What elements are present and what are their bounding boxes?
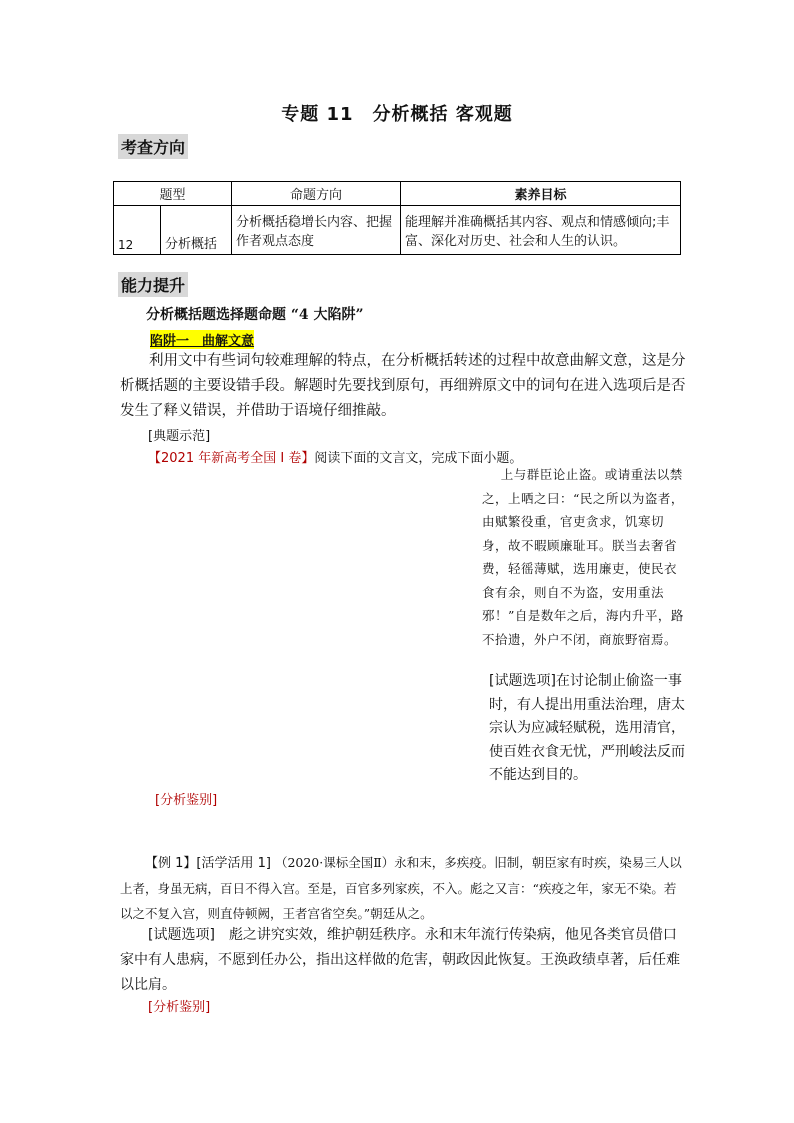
example-option: [试题选项]在讨论制止偷盗一事时，有人提出用重法治理，唐太宗认为应减轻赋税，选用清官，使百姓衣食无忧，严刑峻法反而不能达到目的。: [489, 673, 685, 783]
example1-text: （2020·课标全国Ⅱ）永和末，多疾疫。旧制，朝臣家有时疾，染易三人以上者，身虽无病，百日不得入宫。至是，百官多列家疾，不入。彪之又言：“疾疫之年，家无不染。若以之不复入宫，则直侍顿阙，王者宫省空矣。”朝廷从之。: [120, 855, 682, 921]
example1-label: 【例 1】[活学活用 1]: [145, 856, 271, 871]
section-heading-ability: 能力提升: [118, 272, 188, 297]
page-title: 专题 11 分析概括 客观题: [281, 104, 513, 125]
trap-heading: 陷阱一 曲解文意: [150, 330, 254, 349]
cell-type: 分析概括: [161, 206, 232, 255]
cell-number: 12: [114, 206, 161, 255]
table-header-row: [114, 182, 681, 206]
cell-goal: 能理解并准确概括其内容、观点和情感倾向;丰富、深化对历史、社会和人生的认识。: [401, 206, 681, 255]
cell-direction: 分析概括稳增长内容、把握作者观点态度: [232, 206, 401, 255]
exam-instruction: 阅读下面的文言文，完成下面小题。: [314, 451, 523, 466]
header-goal: 素养目标: [401, 182, 681, 206]
exam-source: 【2021 年新高考全国 I 卷】: [148, 451, 315, 466]
example1-option: [120, 923, 686, 998]
analysis-label: [分析鉴别]: [155, 793, 218, 808]
header-type: 题型: [114, 182, 232, 206]
header-direction: 命题方向: [232, 182, 401, 206]
example1-passage: [120, 850, 686, 926]
exam-spec-table: [113, 181, 681, 255]
classical-passage: 上与群臣论止盗。或请重法以禁之，上哂之曰：“民之所以为盗者，由赋繁役重，官吏贪求，饥寒切身，故不暇顾廉耻耳。朕当去奢省费，轻徭薄赋，选用廉吏，使民衣食有余，则自不为盗，安用重法邪！”自是数年之后，海内升平，路不拾遗，外户不闭，商旅野宿焉。: [482, 467, 684, 647]
intro-paragraph: 利用文中有些词句较难理解的特点，在分析概括转述的过程中故意曲解文意，这是分析概括题的主要设错手段。解题时先要找到原句，再细辨原文中的词句在进入选项后是否发生了释义错误，并借助于语境仔细推敲。: [120, 353, 686, 419]
example1-analysis-label: [分析鉴别]: [148, 1000, 211, 1015]
exam-source-line: [148, 447, 522, 466]
table-row: [114, 206, 681, 255]
example-label: [典题示范]: [148, 429, 211, 444]
subheading: 分析概括题选择题命题 “4 大陷阱”: [146, 307, 364, 323]
example1-option-text: 彪之讲究实效，维护朝廷秩序。永和末年流行传染病，他见各类官员借口家中有人患病，不愿到任办公，指出这样做的危害，朝政因此恢复。王涣政绩卓著，后任难以比肩。: [120, 927, 680, 993]
example1-option-label: [试题选项]: [148, 927, 215, 943]
section-heading-exam-direction: 考查方向: [118, 134, 188, 159]
